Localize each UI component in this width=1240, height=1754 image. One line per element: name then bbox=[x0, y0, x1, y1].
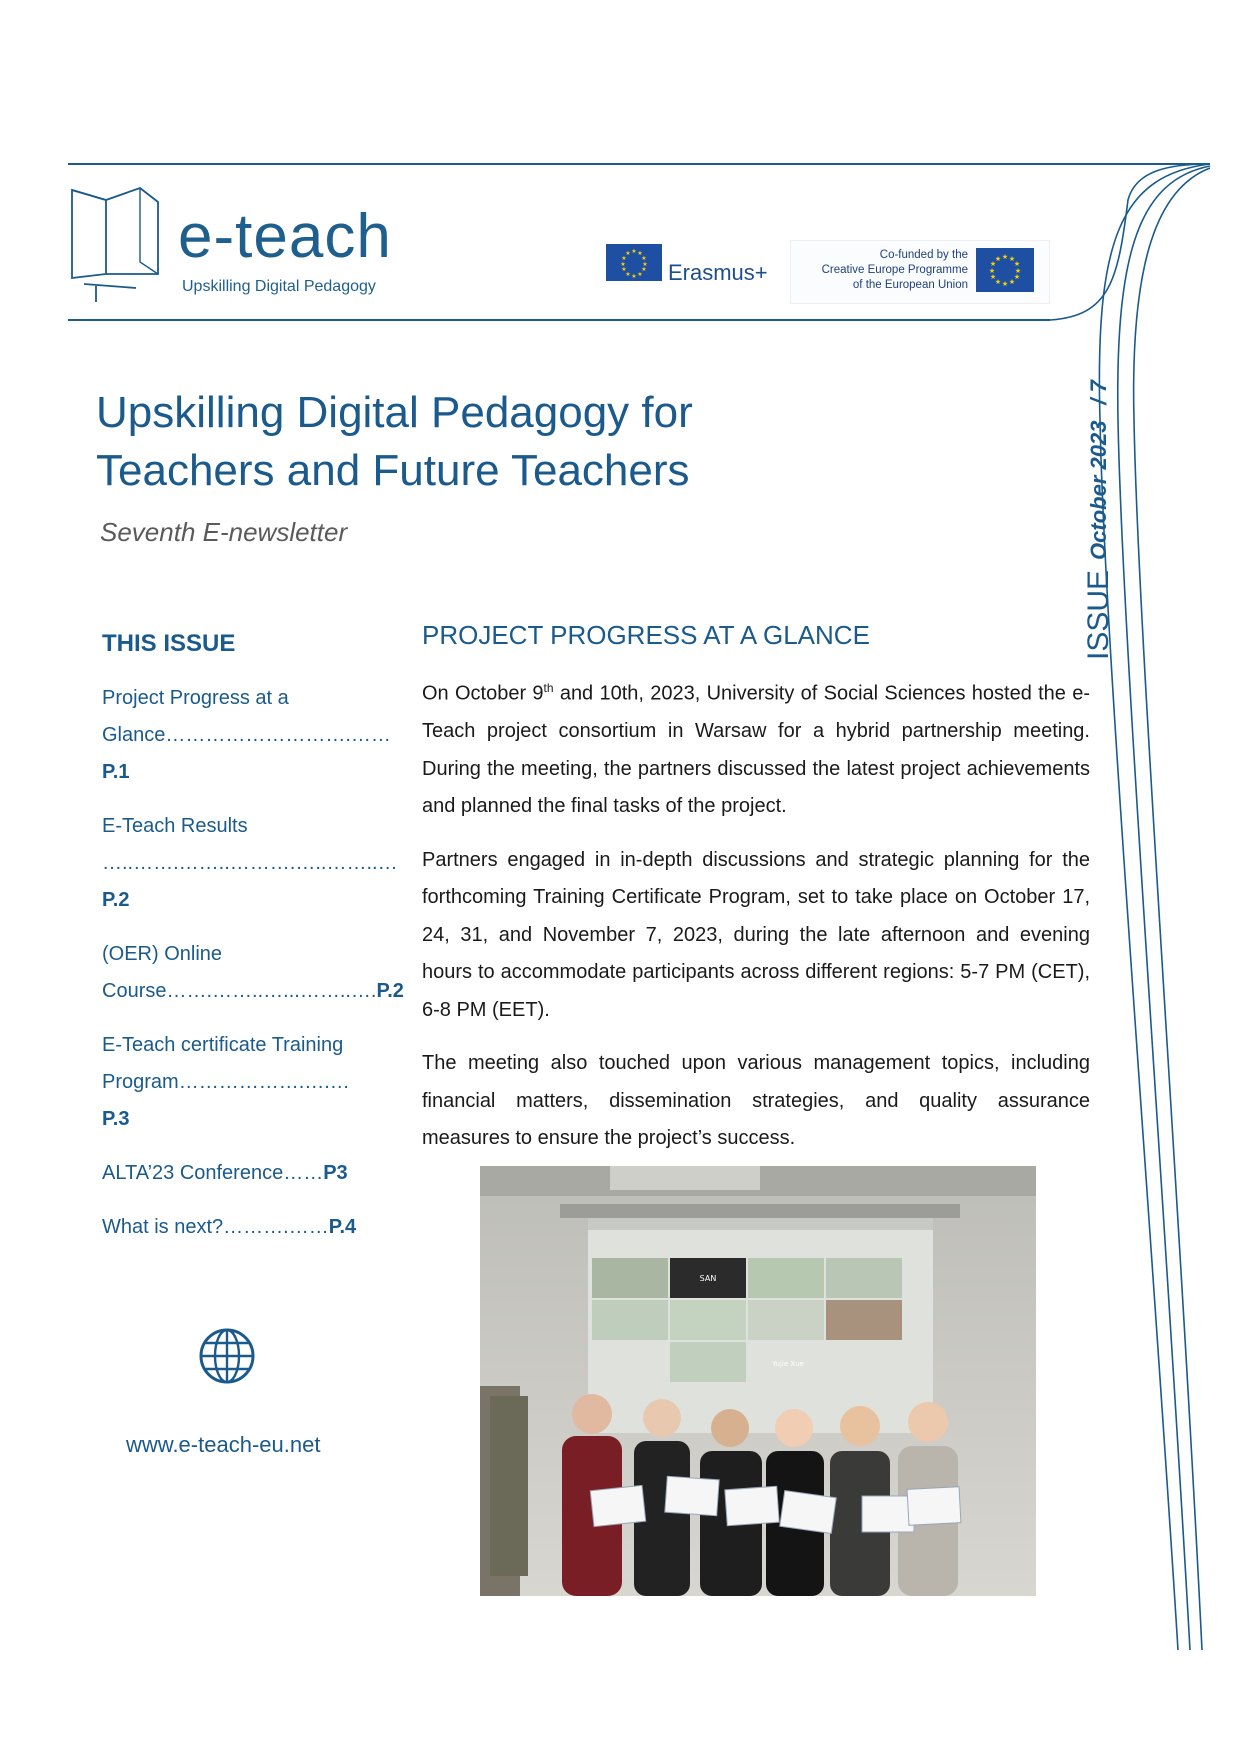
article-body bbox=[422, 670, 1090, 1174]
erasmus-plus-label: Erasmus+ bbox=[668, 260, 768, 285]
globe-icon bbox=[198, 1327, 256, 1385]
svg-text:★: ★ bbox=[994, 255, 1002, 263]
svg-text:★: ★ bbox=[620, 261, 626, 268]
toc-item-page: P.2 bbox=[376, 980, 404, 1002]
eu-flag-icon bbox=[606, 244, 662, 281]
eu-flag-icon bbox=[976, 248, 1034, 292]
toc-item-page: P.2 bbox=[102, 889, 130, 911]
svg-text:★: ★ bbox=[1001, 253, 1009, 261]
toc-item-page: P.4 bbox=[328, 1216, 357, 1238]
toc-item-text: What is next?……….…… bbox=[102, 1216, 329, 1238]
paragraph-2: Partners engaged in in-depth discussions and strategic planning for the forthcoming Training Certificate Program, set to take place on October 17, 24, 31, and November 7, 2023, during the late afternoon and evening hours to accommodate participants across different regions: 5-7 PM (CET), 6-8 PM (EET). bbox=[422, 848, 1090, 1021]
toc-item-page: P.3 bbox=[102, 1108, 130, 1130]
svg-text:★: ★ bbox=[994, 278, 1002, 286]
meeting-photo bbox=[480, 1166, 1036, 1596]
section-heading: PROJECT PROGRESS AT A GLANCE bbox=[422, 620, 870, 650]
issue-number: / 7 bbox=[1086, 380, 1111, 405]
toc-item-text: Project Progress at a Glance……………………….…… bbox=[102, 687, 391, 746]
page-subtitle: Seventh E-newsletter bbox=[100, 517, 348, 547]
svg-text:★: ★ bbox=[625, 271, 631, 278]
paragraph-3: The meeting also touched upon various management topics, including financial matters, dissemination strategies, and quality assurance measures to ensure the project’s success. bbox=[422, 1052, 1090, 1150]
toc-item-page: P3 bbox=[323, 1162, 348, 1184]
issue-label bbox=[1082, 320, 1126, 660]
svg-text:★: ★ bbox=[631, 273, 637, 280]
table-of-contents bbox=[102, 680, 404, 1263]
toc-item[interactable] bbox=[102, 1209, 372, 1246]
svg-text:★: ★ bbox=[1008, 278, 1016, 286]
cofunded-text bbox=[792, 248, 968, 293]
logo-wordmark: e-teach bbox=[178, 202, 392, 271]
toc-item-text: (OER) Online Course…….……..…...……..…. bbox=[102, 943, 377, 1002]
website-link[interactable]: www.e-teach-eu.net bbox=[126, 1432, 321, 1457]
svg-text:★: ★ bbox=[637, 271, 643, 278]
cofunded-line3: of the European Union bbox=[852, 279, 968, 291]
svg-text:★: ★ bbox=[641, 266, 647, 273]
svg-text:★: ★ bbox=[637, 250, 643, 257]
svg-text:★: ★ bbox=[641, 255, 647, 262]
page-title-line2: Teachers and Future Teachers bbox=[96, 446, 690, 495]
svg-text:★: ★ bbox=[1013, 273, 1021, 281]
svg-text:★: ★ bbox=[642, 261, 648, 268]
toc-item-text: E-Teach Results …..…….……..……….…..……..… bbox=[102, 815, 398, 874]
svg-text:★: ★ bbox=[989, 273, 997, 281]
svg-text:★: ★ bbox=[989, 260, 997, 268]
screen-label-name: Yujie Xue bbox=[772, 1360, 804, 1368]
issue-word: ISSUE bbox=[1082, 569, 1115, 660]
paragraph-1: On October 9th and 10th, 2023, University of Social Sciences hosted the e-Teach project consortium in Warsaw for a hybrid partnership meeting. During the meeting, the partners discussed the latest project achievements and planned the final tasks of the project. bbox=[422, 681, 1090, 818]
svg-text:★: ★ bbox=[621, 266, 627, 273]
toc-item[interactable] bbox=[102, 808, 398, 919]
toc-item[interactable] bbox=[102, 1155, 372, 1192]
svg-text:★: ★ bbox=[1008, 255, 1016, 263]
svg-text:★: ★ bbox=[988, 267, 996, 275]
cofunded-line1: Co-funded by the bbox=[879, 249, 968, 261]
toc-item[interactable] bbox=[102, 936, 404, 1010]
logo-tagline: Upskilling Digital Pedagogy bbox=[182, 278, 376, 295]
screen-label-san: SAN bbox=[699, 1274, 717, 1283]
toc-item-page: P.1 bbox=[102, 761, 130, 783]
svg-text:★: ★ bbox=[1014, 267, 1022, 275]
sidebar-heading: THIS ISSUE bbox=[102, 630, 236, 657]
svg-text:★: ★ bbox=[621, 255, 627, 262]
e-teach-logo-icon bbox=[66, 178, 166, 306]
svg-text:★: ★ bbox=[631, 248, 637, 255]
page-title bbox=[96, 384, 796, 500]
toc-item-text: ALTA’23 Conference…… bbox=[102, 1162, 324, 1184]
svg-text:★: ★ bbox=[1001, 280, 1009, 288]
svg-text:★: ★ bbox=[625, 250, 631, 257]
toc-item-text: E-Teach certificate Training Program……………….….… bbox=[102, 1034, 350, 1093]
cofunded-line2: Creative Europe Programme bbox=[821, 264, 968, 276]
issue-date: October 2023 bbox=[1086, 420, 1111, 560]
page-title-line1: Upskilling Digital Pedagogy for bbox=[96, 388, 693, 437]
toc-item[interactable] bbox=[102, 1027, 372, 1138]
toc-item[interactable] bbox=[102, 680, 391, 791]
svg-text:★: ★ bbox=[1013, 260, 1021, 268]
